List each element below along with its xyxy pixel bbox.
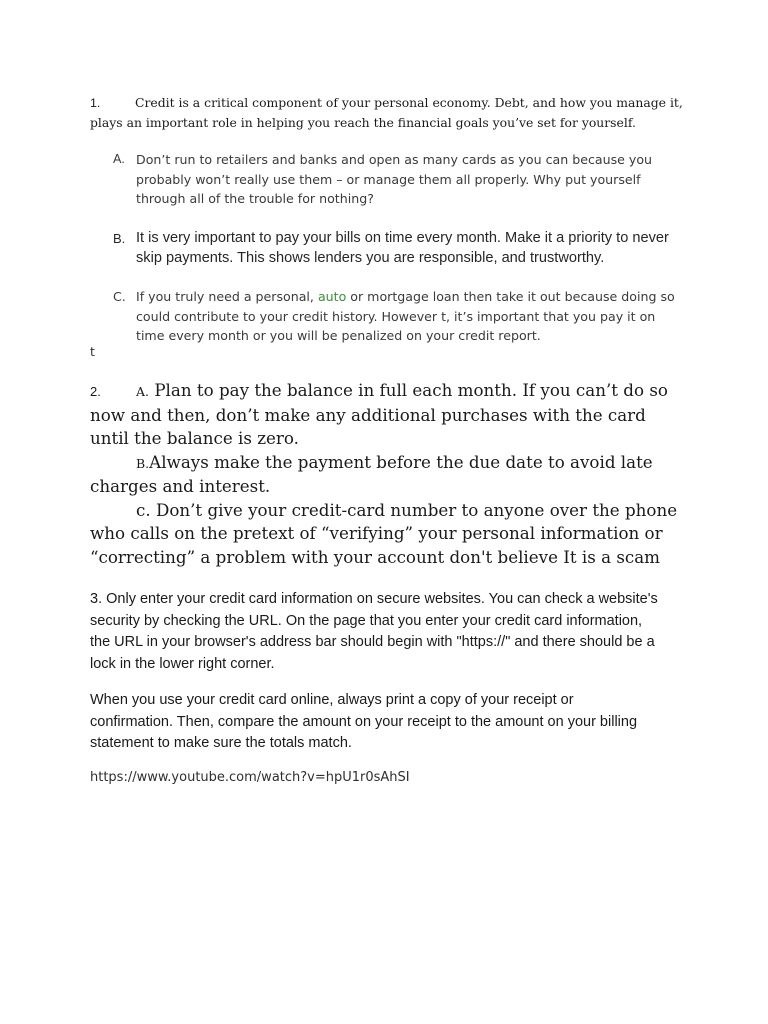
list-item-a-text: Don’t run to retailers and banks and open as many cards as you can because you probably won’t really use them – or manage them all properly. Why put yourself through all of the trouble for nothing?	[136, 152, 653, 206]
list-item-a-label: A.	[113, 152, 125, 166]
list-item-b	[113, 229, 683, 268]
youtube-link[interactable]: https://www.youtube.com/watch?v=hpU1r0sAhSI	[90, 770, 410, 785]
section-2-number: 2.	[90, 384, 101, 399]
section-2-a-label: A.	[136, 384, 150, 399]
section-2	[90, 379, 680, 569]
section-2-b-text: Always make the payment before the due date to avoid late charges and interest.	[90, 451, 653, 496]
section-3-text: Only enter your credit card information on secure websites. You can check a website's security by checking the URL. On the page that you enter your credit card information, the URL in your browser's address bar should begin with "https://" and there should be a lock in the lower right corner.	[90, 591, 658, 672]
section-2-item-c	[90, 499, 680, 570]
section-3-paragraph-1	[90, 589, 660, 675]
section-2-item-b	[90, 451, 680, 499]
section-1-number: 1.	[90, 96, 101, 110]
section-2-a-text: Plan to pay the balance in full each month. If you can’t do so now and then, don’t make any additional purchases with the card until the balance is zero.	[90, 380, 668, 448]
section-2-b-label: B.	[136, 455, 150, 471]
section-3-number: 3.	[90, 591, 103, 607]
stray-character: t	[90, 344, 95, 359]
section-3-paragraph-2: When you use your credit card online, always print a copy of your receipt or confirmation. Then, compare the amount on your receipt to the amount on your billing statement to make sure the totals match.	[90, 692, 638, 751]
section-2-c-text: c. Don’t give your credit-card number to anyone over the phone who calls on the pretext of “verifying” your personal information or “correcting” a problem with your account don't believe It is a scam	[90, 499, 678, 567]
list-item-c-text-after: or mortgage loan then take it out because doing so could contribute to your credit history. However t, it’s important that you pay it on time every month or you will be penalized on your credit report.	[136, 289, 675, 343]
section-1-text: Credit is a critical component of your personal economy. Debt, and how you manage it, plays an important role in helping you reach the financial goals you’ve set for yourself.	[90, 95, 683, 130]
list-item-c-text-before: If you truly need a personal,	[136, 289, 318, 304]
list-item-c-label: C.	[113, 289, 126, 304]
section-1-intro	[90, 93, 690, 132]
highlight-word-auto: auto	[317, 289, 347, 304]
list-item-c-text	[136, 287, 683, 346]
section-2-item-a	[90, 379, 680, 451]
list-item-c	[113, 287, 683, 346]
list-item-a	[113, 150, 683, 209]
list-item-b-label: B.	[113, 231, 126, 246]
list-item-b-text: It is very important to pay your bills on time every month. Make it a priority to never skip payments. This shows lenders you are responsible, and trustworthy.	[136, 230, 669, 266]
